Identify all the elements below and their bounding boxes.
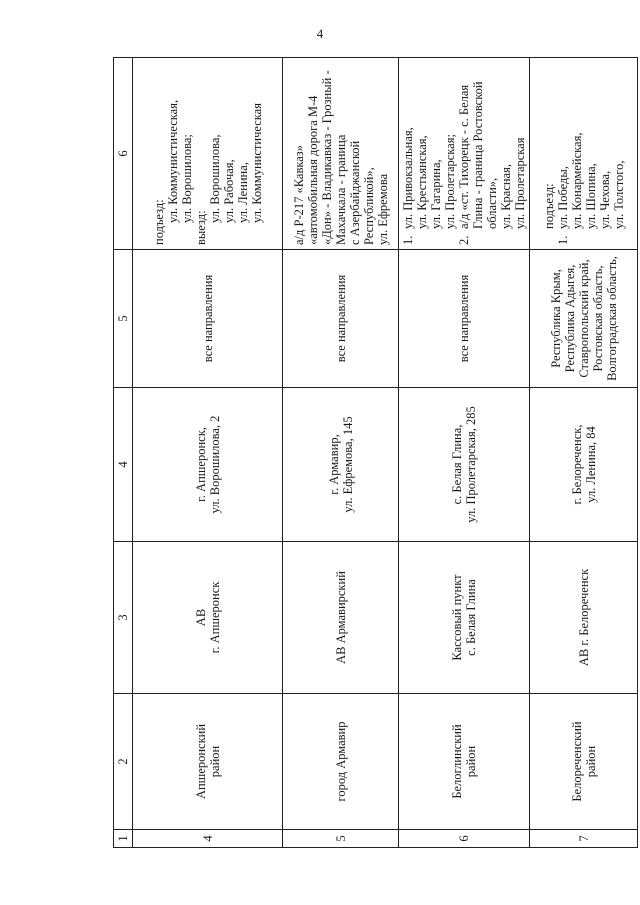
header-cell: 4 bbox=[114, 388, 133, 542]
route-text: с Азербайджанской bbox=[347, 140, 362, 245]
route-text: ул. Ленина, bbox=[235, 162, 250, 223]
district-line: город Армавир bbox=[333, 721, 348, 802]
route-line bbox=[306, 62, 320, 245]
address-line: с. Белая Глина, bbox=[450, 424, 464, 505]
direction-line: все направления bbox=[200, 274, 215, 363]
address-cell bbox=[133, 388, 283, 542]
row-number: 7 bbox=[576, 835, 591, 842]
route-cell bbox=[283, 58, 399, 250]
row-number-cell bbox=[283, 830, 399, 848]
address-cell bbox=[530, 388, 638, 542]
address-line: г. Апшеронск, bbox=[193, 427, 208, 502]
route-text: «Дон» - Владикавказ - Грозный - bbox=[319, 70, 334, 245]
route-line bbox=[443, 62, 457, 245]
route-text: ул. Шопина, bbox=[583, 163, 598, 229]
address-cell bbox=[283, 388, 399, 542]
route-line bbox=[457, 62, 471, 245]
row-number: 6 bbox=[457, 835, 471, 842]
route-text: ул. Чехова, bbox=[597, 170, 612, 229]
route-text: области», bbox=[485, 177, 499, 229]
route-line bbox=[334, 62, 348, 245]
route-line bbox=[222, 62, 236, 245]
district-line: Апшеронский bbox=[193, 723, 208, 800]
direction-line: Ставропольский край, bbox=[576, 259, 591, 378]
route-line bbox=[542, 62, 556, 245]
district-line: район bbox=[464, 745, 478, 778]
address-line: ул. Ефремова, 145 bbox=[340, 416, 355, 513]
route-text: Республикой», bbox=[361, 167, 376, 245]
route-line bbox=[429, 62, 443, 245]
direction-line: Волгоградская область, bbox=[604, 256, 619, 381]
direction-cell bbox=[399, 250, 530, 388]
route-text: Глина - граница Ростовской bbox=[471, 81, 485, 229]
route-line bbox=[376, 62, 390, 245]
route-item-number: 1. bbox=[401, 235, 415, 245]
district-cell bbox=[283, 694, 399, 830]
route-text: подъезд: bbox=[151, 199, 166, 245]
route-line bbox=[152, 62, 166, 245]
direction-line: Ростовская область, bbox=[590, 265, 605, 372]
address-line: ул. Пролетарская, 285 bbox=[464, 406, 478, 523]
district-line: район bbox=[583, 745, 598, 778]
route-text: ул. Пролетарская bbox=[513, 137, 527, 229]
table-row bbox=[399, 58, 530, 848]
route-text: ул. Крестьянская, bbox=[415, 135, 429, 229]
route-cell bbox=[399, 58, 530, 250]
route-line bbox=[598, 62, 612, 245]
route-line bbox=[612, 62, 626, 245]
direction-line: Республика Адыгея, bbox=[562, 264, 577, 373]
direction-line: Республика Крым, bbox=[548, 269, 563, 368]
station-line: г. Апшеронск bbox=[207, 581, 222, 654]
route-line bbox=[570, 62, 584, 245]
route-line bbox=[401, 62, 415, 245]
route-text: а/д «ст. Тихорецк - с. Белая bbox=[457, 84, 471, 229]
route-line bbox=[584, 62, 598, 245]
address-cell bbox=[399, 388, 530, 542]
route-item-number: 2. bbox=[457, 235, 471, 245]
route-text: ул. Пролетарская; bbox=[443, 134, 457, 229]
route-text: ул. Ефремова bbox=[375, 173, 390, 245]
route-text: подъезд: bbox=[541, 183, 556, 229]
address-line: ул. Ворошилова, 2 bbox=[207, 415, 222, 514]
route-line bbox=[499, 62, 513, 245]
route-item-number: 1. bbox=[555, 235, 570, 245]
route-text: а/д Р-217 «Кавказ» bbox=[291, 145, 306, 245]
station-line: АВ Армавирский bbox=[333, 571, 348, 664]
direction-cell bbox=[530, 250, 638, 388]
row-number-cell bbox=[133, 830, 283, 848]
route-line bbox=[556, 62, 570, 245]
page-number: 4 bbox=[316, 26, 324, 41]
station-line: Кассовый пункт bbox=[450, 574, 464, 661]
route-line bbox=[415, 62, 429, 245]
route-line bbox=[471, 62, 485, 245]
route-text: ул. Коммунистическая bbox=[249, 103, 264, 223]
station-cell bbox=[399, 542, 530, 694]
district-line: Белореченский bbox=[569, 721, 584, 802]
route-line bbox=[362, 62, 376, 245]
row-number-cell bbox=[530, 830, 638, 848]
route-line bbox=[292, 62, 306, 245]
route-text: ул. Коммунистическая, bbox=[165, 99, 180, 223]
row-number-cell bbox=[399, 830, 530, 848]
route-text: ул. Красная, bbox=[499, 164, 513, 229]
header-cell: 3 bbox=[114, 542, 133, 694]
rotated-table-container bbox=[113, 58, 626, 848]
header-cell: 1 bbox=[114, 830, 133, 848]
table-row bbox=[283, 58, 399, 848]
district-line: район bbox=[207, 745, 222, 778]
district-line: Белоглинский bbox=[450, 724, 464, 799]
route-text: ул. Победы, bbox=[555, 166, 570, 229]
direction-line: все направления bbox=[333, 274, 348, 363]
route-text: ул. Ворошилова; bbox=[179, 134, 194, 223]
district-cell bbox=[133, 694, 283, 830]
station-cell bbox=[133, 542, 283, 694]
station-cell bbox=[283, 542, 399, 694]
route-line bbox=[208, 62, 222, 245]
route-line bbox=[513, 62, 527, 245]
address-line: г. Армавир, bbox=[326, 434, 341, 495]
address-line: г. Белореченск, bbox=[569, 424, 584, 505]
route-cell bbox=[133, 58, 283, 250]
routes-table bbox=[113, 57, 638, 848]
route-text: ул. Ворошилова, bbox=[207, 134, 222, 223]
route-line bbox=[320, 62, 334, 245]
route-line bbox=[166, 62, 180, 245]
district-cell bbox=[530, 694, 638, 830]
address-line: ул. Ленина, 84 bbox=[583, 426, 598, 503]
route-text: Махачкала - граница bbox=[333, 134, 348, 245]
direction-cell bbox=[133, 250, 283, 388]
route-text: выезд: bbox=[193, 210, 208, 245]
station-line: АВ г. Белореченск bbox=[576, 568, 591, 667]
route-text: ул. Толстого, bbox=[611, 160, 626, 229]
row-number: 5 bbox=[333, 835, 348, 842]
station-line: АВ bbox=[193, 608, 208, 627]
header-row bbox=[114, 58, 133, 848]
direction-line: все направления bbox=[457, 274, 471, 363]
route-line bbox=[194, 62, 208, 245]
station-cell bbox=[530, 542, 638, 694]
route-text: ул. Гагарина, bbox=[429, 159, 443, 229]
route-cell bbox=[530, 58, 638, 250]
table-row bbox=[530, 58, 638, 848]
route-text: ул. Рабочая, bbox=[221, 159, 236, 223]
header-cell: 5 bbox=[114, 250, 133, 388]
route-line bbox=[180, 62, 194, 245]
row-number: 4 bbox=[200, 835, 215, 842]
route-text: ул. Привокзальная, bbox=[401, 127, 415, 229]
direction-cell bbox=[283, 250, 399, 388]
station-line: с. Белая Глина bbox=[464, 579, 478, 656]
table-row bbox=[133, 58, 283, 848]
route-line bbox=[236, 62, 250, 245]
route-line bbox=[348, 62, 362, 245]
header-cell: 6 bbox=[114, 58, 133, 250]
district-cell bbox=[399, 694, 530, 830]
header-cell: 2 bbox=[114, 694, 133, 830]
route-text: «автомобильная дорога М-4 bbox=[305, 95, 320, 245]
route-line bbox=[250, 62, 264, 245]
route-line bbox=[485, 62, 499, 245]
route-text: ул. Конармейская, bbox=[569, 132, 584, 229]
